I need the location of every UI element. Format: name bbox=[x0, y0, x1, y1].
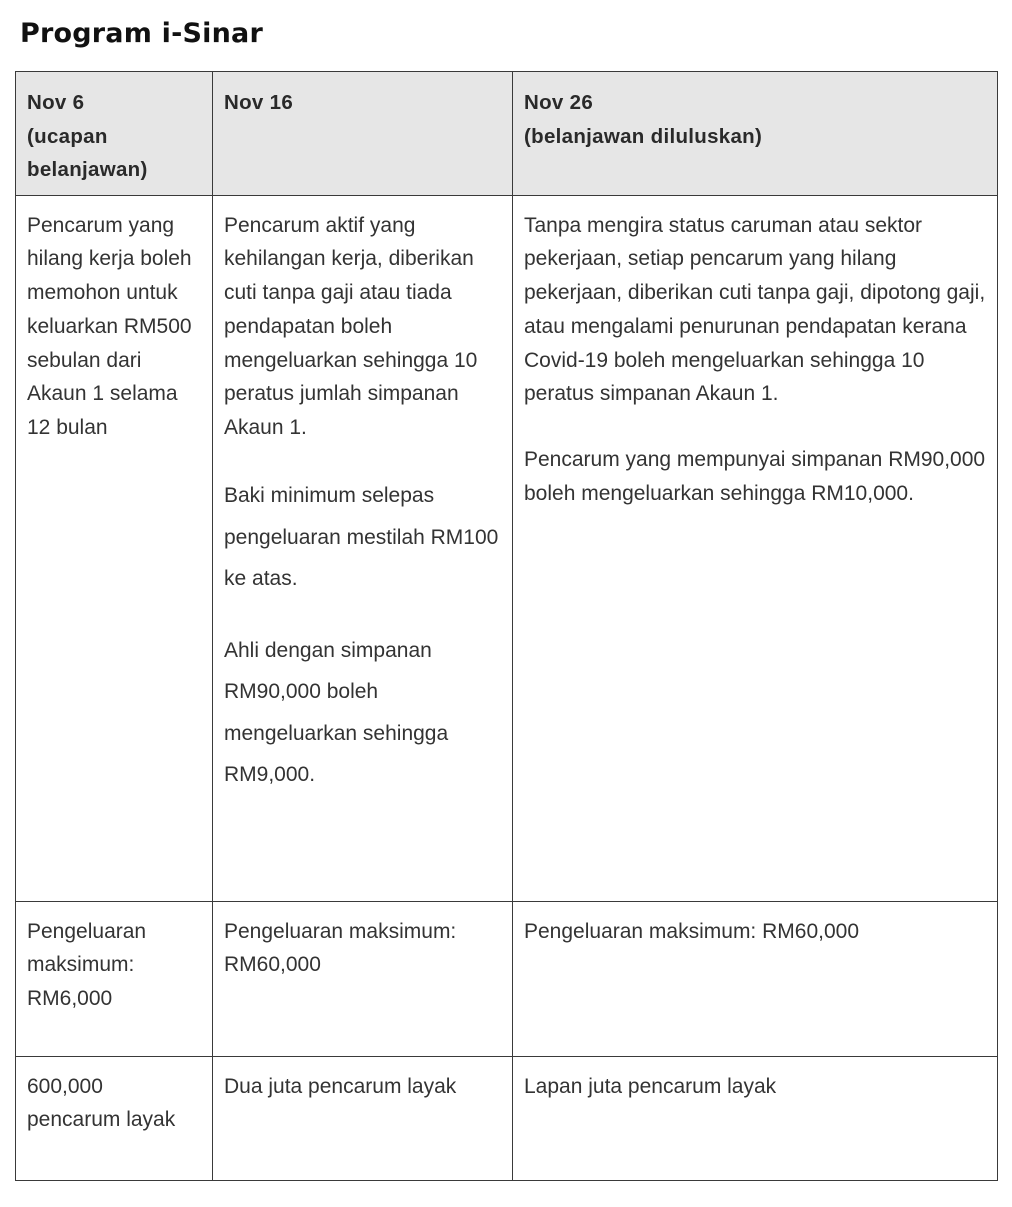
cell-nov-6-eligible: 600,000 pencarum layak bbox=[16, 1056, 213, 1180]
header-line: belanjawan) bbox=[27, 158, 148, 181]
table-header-row bbox=[16, 72, 998, 196]
cell-nov-6-max: Pengeluaran maksimum: RM6,000 bbox=[16, 901, 213, 1056]
cell-nov-16-details bbox=[213, 195, 513, 901]
cell-paragraph: Pencarum aktif yang kehilangan kerja, diberikan cuti tanpa gaji atau tiada pendapatan boleh mengeluarkan sehingga 10 peratus jumlah simpanan Akaun 1. bbox=[224, 213, 478, 440]
page-title: Program i-Sinar bbox=[20, 18, 263, 49]
header-nov-16 bbox=[213, 72, 513, 196]
header-nov-26 bbox=[513, 72, 998, 196]
table-row-details bbox=[16, 195, 998, 901]
table-row-max-withdrawal bbox=[16, 901, 998, 1056]
header-line: Nov 6 bbox=[27, 91, 85, 114]
cell-nov-16-eligible: Dua juta pencarum layak bbox=[213, 1056, 513, 1180]
table-row-eligible bbox=[16, 1056, 998, 1180]
header-line: (ucapan bbox=[27, 124, 108, 148]
cell-nov-6-details bbox=[16, 195, 213, 901]
cell-paragraph: Baki minimum selepas pengeluaran mestilah RM100 ke atas. bbox=[224, 484, 499, 591]
header-line: Nov 16 bbox=[224, 91, 294, 114]
cell-nov-26-details bbox=[513, 195, 998, 901]
header-nov-6 bbox=[16, 72, 213, 196]
i-sinar-comparison-table bbox=[15, 71, 998, 1181]
cell-paragraph: Pencarum yang hilang kerja boleh memohon untuk keluarkan RM500 sebulan dari Akaun 1 selama 12 bulan bbox=[27, 213, 192, 440]
cell-nov-26-max: Pengeluaran maksimum: RM60,000 bbox=[513, 901, 998, 1056]
cell-paragraph: Ahli dengan simpanan RM90,000 boleh mengeluarkan sehingga RM9,000. bbox=[224, 638, 449, 787]
cell-nov-26-eligible: Lapan juta pencarum layak bbox=[513, 1056, 998, 1180]
header-line: Nov 26 bbox=[524, 91, 594, 114]
cell-paragraph: Pencarum yang mempunyai simpanan RM90,000 boleh mengeluarkan sehingga RM10,000. bbox=[524, 448, 986, 506]
header-line: (belanjawan diluluskan) bbox=[524, 124, 763, 148]
cell-nov-16-max: Pengeluaran maksimum: RM60,000 bbox=[213, 901, 513, 1056]
cell-paragraph: Tanpa mengira status caruman atau sektor pekerjaan, setiap pencarum yang hilang pekerjaan, diberikan cuti tanpa gaji, dipotong gaji, atau mengalami penurunan pendapatan kerana Covid-19 boleh mengeluarkan sehingga 10 peratus simpanan Akaun 1. bbox=[524, 213, 986, 406]
